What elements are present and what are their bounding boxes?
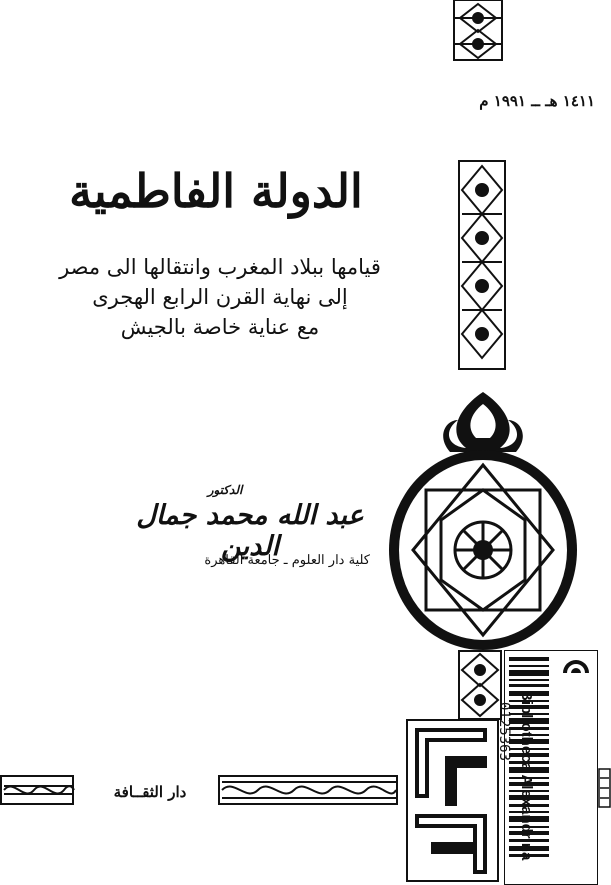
library-logo-icon: [561, 653, 591, 675]
publisher-name: دار الثقــافة: [113, 783, 187, 801]
right-edge-ornament: [598, 768, 611, 808]
subtitle-line-2: إلى نهاية القرن الرابع الهجرى: [92, 285, 348, 309]
subtitle-line-1: قيامها ببلاد المغرب وانتقالها الى مصر: [59, 255, 381, 279]
geometric-medallion: [386, 390, 580, 660]
bottom-left-ornament-band: [0, 772, 75, 808]
barcode-number: 0125363: [496, 702, 512, 762]
library-name: Bibliotheca Alexandrina: [518, 690, 535, 861]
author-name: عبد الله محمد جمال الدين: [136, 500, 364, 562]
bottom-middle-ornament-band: [218, 772, 398, 808]
author-title-label: الدكتور: [207, 483, 243, 497]
subtitle-line-3: مع عناية خاصة بالجيش: [120, 315, 320, 339]
corner-interlace-ornament: [405, 718, 500, 883]
vertical-ornament-column: [458, 160, 506, 370]
author-affiliation: كلية دار العلوم ـ جامعة القاهرة: [204, 553, 370, 568]
book-title: الدولة الفاطمية: [69, 164, 363, 218]
publication-date: ١٤١١ هـ ــ ١٩٩١ م: [479, 92, 595, 110]
top-ornament: [452, 0, 504, 62]
